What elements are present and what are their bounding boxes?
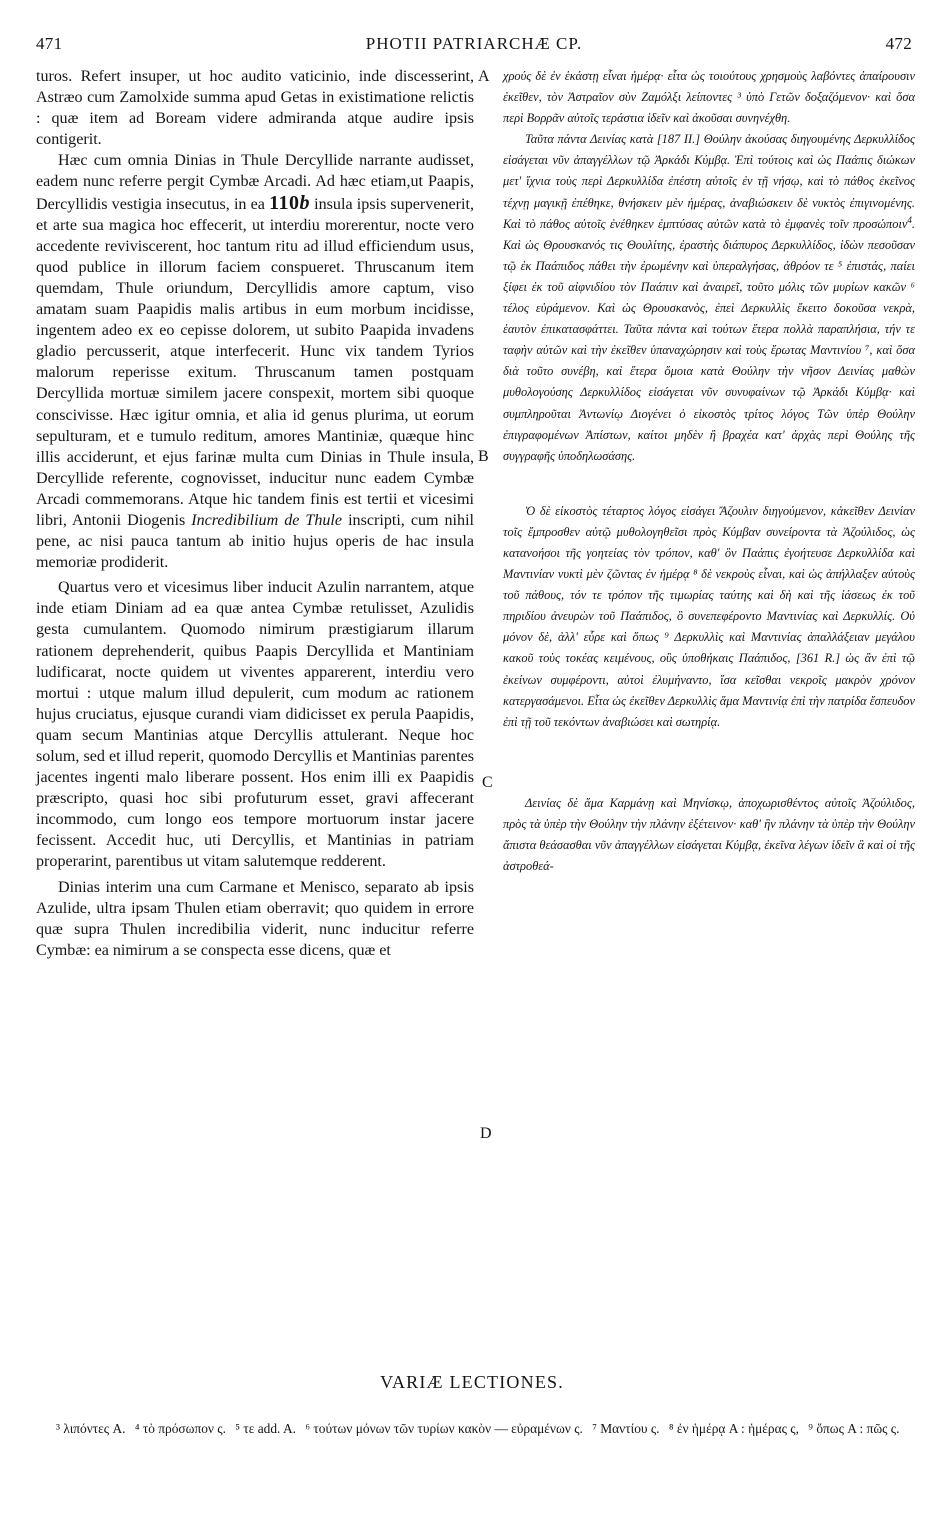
greek-paragraph-3: Ὁ δὲ εἰκοστὸς τέταρτος λόγος εἰσάγει Ἄζουλιν διηγούμενον, κἀκεῖθεν Δεινίαν τοῖς ἔμπροσθεν αὐτῷ μυθολογηθεῖσι πρὸς Κύμβαν συνείροντα τὰ Ἀζούλιδος, ὡς κατανοήσοι τῆς γοητείας τὸν τρόπον, καθ' ὃν Παάπις ἐγοήτευσε Δερκυλλίδα καὶ Μαντινίαν νυκτὶ μὲν ζῶντας ἐν ἡμέρᾳ ⁸ δὲ νεκροὺς εἶναι, καὶ ὡς ἀπήλλαξεν αὐτοὺς τοῦ πάθους, τόν τε τρόπον τῆς τιμωρίας ταύτης καὶ δὴ καὶ τῆς ἰάσεως ἐκ τοῦ πηριδίου ἀνευρὼν τοῦ Παάπιδος, ὃ συνεπεφέροντο Μαντινίας καὶ Δερκυλλίς. Οὐ μόνον δὲ, ἀλλ' εὗρε καὶ ὅπως ⁹ Δερκυλλὶς καὶ Μαντινίας ἀπαλλάξειαν μεγάλου κακοῦ τοὺς τοκέας κειμένους, οὓς ὑποθήκαις Παάπιδος, [361 R.] ὡς ἂν ἐπὶ τῷ ἐκείνων συμφέροντι, αὐτοὶ ἐλυμήναντο, ἴσα κεῖσθαι νεκροῖς μακρὸν χρόνον κατεργασάμενοι. Εἶτα ὡς ἐκεῖθεν Δερκυλλὶς ἅμα Μαντινίᾳ ἐπὶ τὴν πατρίδα ἔσπευδον ἐπὶ τῇ τοῦ τεκόντων ἀναβιώσει καὶ σωτηρίᾳ. <box>503 503 915 729</box>
greek-paragraph-2-start: Ταῦτα πάντα Δεινίας κατὰ [187 II.] Θούλην ἀκούσας διηγουμένης Δερκυλλίδος εἰσάγεται νῦν ἀπαγγέλλων τῷ Ἀρκάδι Κύμβᾳ. Ἐπὶ τούτοις καὶ ὡς Παάπις διώκων μετ' ἴχνια τοὺς περὶ Δερκυλλίδα ἐπέστη αὐτοῖς ἐν τῇ νήσῳ, καὶ τὸ πάθος ἐκεῖνος τέχνῃ μαγικῇ ἐπέθηκε, θνήσκειν μὲν ἡμέρας, ἀναβιώσκειν δὲ νυκτὸς ἐπιγινομένης. Καὶ τὸ πάθος αὐτοῖς ἐνέθηκεν ἐμπτύσας αὐτῶν κατὰ τὸ ἐμφανὲς τοῖν προσώποιν <box>503 132 915 231</box>
page-header <box>36 34 912 58</box>
latin-column <box>36 66 474 961</box>
variant-note: ⁶ τούτων μόνων τῶν τυρίων κακὸν — εὐραμένων ς. <box>305 1421 583 1436</box>
variant-note: ⁸ ἐν ἡμέρᾳ A : ἡμέρας ς, <box>668 1421 799 1436</box>
variant-note: ³ λιπόντες A. <box>56 1421 126 1436</box>
variant-note: ⁵ τε add. A. <box>235 1421 297 1436</box>
column-marker: 110b <box>269 191 310 214</box>
variant-note: ⁷ Μαντίου ς. <box>592 1421 660 1436</box>
variant-note: ⁹ ὅπως A : πῶς ς. <box>808 1421 900 1436</box>
latin-paragraph-2 <box>36 150 474 573</box>
margin-letter-d: D <box>480 1125 492 1142</box>
margin-letter-b: B <box>478 448 489 465</box>
right-page-number: 472 <box>885 34 912 53</box>
latin-paragraph-3: Quartus vero et vicesimus liber inducit Azulin narrantem, atque inde etiam Diniam ad ea quæ antea Cymbæ retulisset, Azulidis gesta cumulantem. Quomodo nimirum præstigiarum illarum rationem deprehenderit, quibus Paapis Dercyllida et Mantiniam ludificarat, nocte quidem ut viventes apparerent, interdiu vero mortui : utque malum illud depulerit, cum modum ac rationem hujus cruciatus, ejusque curandi viam didicisset ex perula Paapidis, quam secum Mantinias atque Dercyllis attulerant. Neque hoc solum, sed et illud reperit, quomodo Dercyllis et Mantinias parentes jacentes ingenti malo liberare possent. Hos enim illi ex Paapidis præscripto, quasi hoc sibi profuturum esset, gravi affecerant incommodo, cum longo eos tempore mortuorum instar jacere fecissent. Accedit huc, uti Dercyllis, et Mantinias in patriam properarint, parentibus ut vitam salutemque redderent. <box>36 579 474 871</box>
latin-paragraph-2-middle: insula ipsis supervenerit, et arte sua magica hoc effecerit, ut interdiu morerentur, nocte vero accedente reviviscerent, hoc tantum ritu ad illud efficiendum usus, quod publice in illorum faciem conspueret. Thruscanum item quemdam, Thule oriundum, Dercyllidis amore captum, viso amatam suam Paapidis malis artibus in eum morbum incidisse, ingentem adeo ex eo cepisse dolorem, ut subito Paapida invadens gladio percusserit, atque interfecerit. Hunc vix tandem Tyrios malorum reperisse exitum. Thruscanum tamen postquam Dercyllida mortuæ similem jacere conspexit, mortem sibi quoque conscivisse. Hæc igitur omnia, et alia id genus plurima, ut eorum sepulturam, et e tumulo reditum, amores Mantiniæ, quæque hinc illis acciderunt, et ejus farinæ multa cum Dinias in Thule insula, Dercyllide referente, cognovisset, inducitur nunc eadem Cymbæ Arcadi commemorans. Atque hic tandem finis est tertii et vicesimi libri, Antonii Diogenis <box>36 195 474 529</box>
variae-lectiones-notes <box>56 1418 916 1439</box>
latin-paragraph-1: turos. Refert insuper, ut hoc audito vaticinio, inde discesserint, Astræo cum Zamolxide summa apud Getas in existimatione relictis : quæ item ad Boream videre admiranda atque audire ipsis contigerit. <box>36 68 474 149</box>
margin-letter-c: C <box>482 774 493 791</box>
margin-letter-a: A <box>478 68 490 85</box>
greek-column <box>503 66 915 877</box>
greek-paragraph-2 <box>503 129 915 467</box>
running-title: PHOTII PATRIARCHÆ CP. <box>365 34 583 53</box>
book-title-italic: Incredibilium de Thule <box>191 511 343 529</box>
variae-lectiones-title: VARIÆ LECTIONES. <box>380 1372 564 1392</box>
latin-paragraph-2-start: Hæc cum omnia Dinias in Thule Dercyllide narrante audisset, eadem nunc referre pergit Cymbæ Arcadi. Ad hæc etiam,ut Paapis, Dercyllidis vestigia insecutus, in ea <box>36 152 474 213</box>
greek-paragraph-2-end: . Καὶ ὡς Θρουσκανός τις Θουλίτης, ἐραστὴς διάπυρος Δερκυλλίδος, ἰδὼν πεσοῦσαν τῷ ἐκ Παάπιδος πάθει τὴν ἐρωμένην καὶ ὑπεραλγήσας, ἀθρόον τε ⁵ ἐπιστάς, παίει ξίφει ἐκ τοῦ αἰφνιδίου τὸν Παάπιν καὶ ἀναιρεῖ, τοῦτο μόλις τῶν μυρίων κακῶν ⁶ τέλος εὑράμενον. Καὶ ὡς Θρουσκανὸς, ἐπεὶ Δερκυλλὶς ἔκειτο δοκοῦσα νεκρὰ, ἑαυτὸν ἐπικατασφάττει. Ταῦτα πάντα καὶ τούτων ἕτερα πολλὰ παραπλήσια, τήν τε ταφὴν αὐτῶν καὶ τὴν ἐκεῖθεν ὑπαναχώρησιν καὶ τοὺς ἔρωτας Μαντινίου ⁷, καὶ ὅσα διὰ τοῦτο συνέβη, καὶ ἕτερα ὅμοια κατὰ Θούλην τὴν νῆσον Δεινίας μαθὼν μυθολογούσης Δερκυλλίδος εἰσάγεται νῦν συνυφαίνων τῷ Ἀρκάδι Κύμβᾳ· καὶ συμπληροῦται Ἀντωνίῳ Διογένει ὁ εἰκοστὸς τρίτος λόγος Τῶν ὑπὲρ Θούλην ἐπιγραφομένων Ἀπίστων, καίτοι μηδὲν ἢ βραχέα κατ' ἀρχὰς περὶ Θούλης τῆς συγγραφῆς ὑποδηλωσάσης. <box>503 216 915 463</box>
footnote-ref-4: 4 <box>907 214 912 225</box>
latin-paragraph-2-end: inscripti, cum nihil pene, ac nisi pauca tantum ab initio hujus operis de hac insula memoriæ prodiderit. <box>36 511 475 572</box>
left-page-number: 471 <box>36 34 63 53</box>
greek-paragraph-4: Δεινίας δὲ ἅμα Καρμάνῃ καὶ Μηνίσκῳ, ἀποχωρισθέντος αὐτοῖς Ἀζούλιδος, πρὸς τὰ ὑπὲρ τὴν Θούλην τὴν πλάνην ἐξέτεινον· καθ' ἣν πλάνην τὰ ὑπὲρ τὴν Θούλην ἄπιστα θεάσασθαι νῦν ἀπαγγέλλων εἰσάγεται Κύμβᾳ, ἐκεῖνα λέγων ἰδεῖν ἃ καὶ οἱ τῆς ἀστροθεά- <box>503 795 915 874</box>
variant-note: ⁴ τὸ πρόσωπον ς. <box>134 1421 226 1436</box>
greek-paragraph-1: χρούς δὲ ἐν ἑκάστῃ εἶναι ἡμέρᾳ· εἶτα ὡς τοιούτους χρησμοὺς λαβόντες ἀπαίρουσιν ἐκεῖθεν, τὸν Ἀστραῖον σὺν Ζαμόλξι λείποντες ³ ὑπὸ Γετῶν δοξαζόμενον· καὶ ὅσα περὶ Βορρᾶν αὐτοῖς τεράστια ἰδεῖν καὶ ἀκοῦσαι συνηνέχθη. <box>503 69 915 126</box>
latin-paragraph-4: Dinias interim una cum Carmane et Menisco, separato ab ipsis Azulide, ultra ipsam Thulen etiam oberravit; quo quidem in errore quæ supra Thulen incredibilia viderit, nunc inducitur referre Cymbæ: ea nimirum a se conspecta esse dicens, quæ et <box>36 878 474 959</box>
